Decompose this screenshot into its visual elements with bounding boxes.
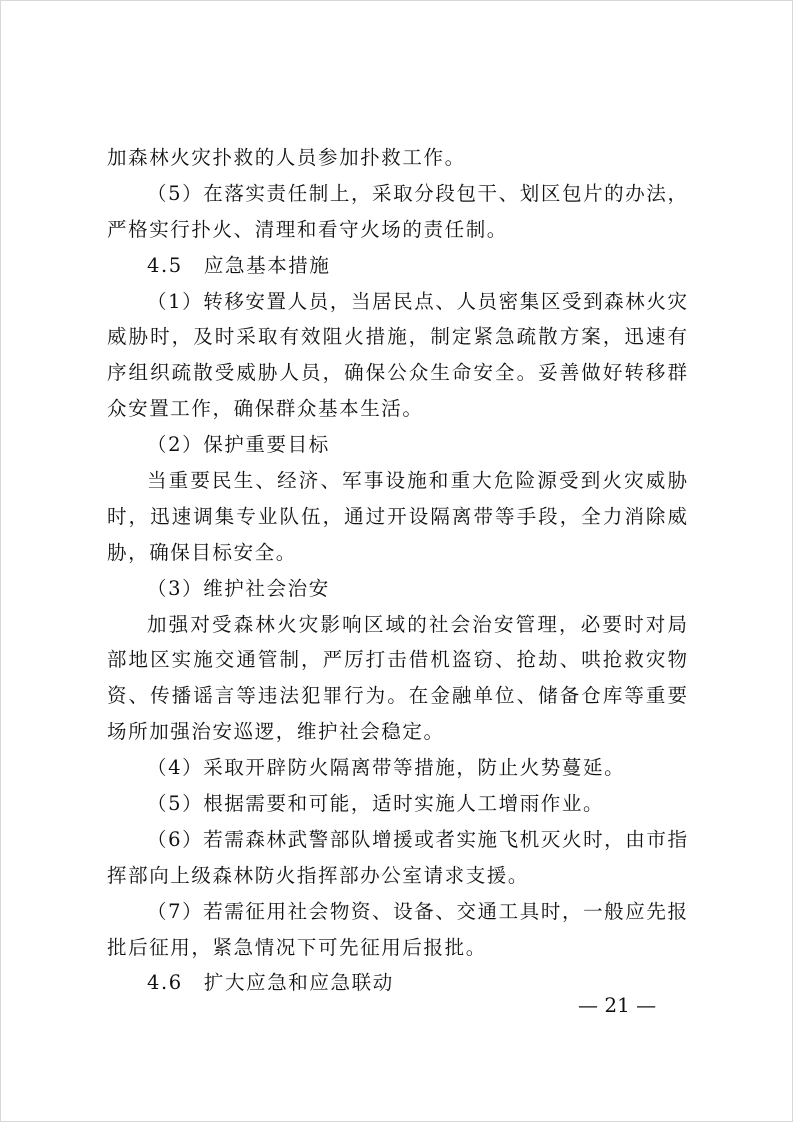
paragraph-line: （5）根据需要和可能，适时实施人工增雨作业。 bbox=[147, 792, 605, 816]
paragraph-line: 挥部向上级森林防火指挥部办公室请求支援。 bbox=[107, 863, 530, 887]
paragraph-line: （5）在落实责任制上，采取分段包干、划区包片的办法， bbox=[147, 181, 687, 205]
paragraph-line: 序组织疏散受威胁人员，确保公众生命安全。妥善做好转移群 bbox=[107, 361, 687, 385]
paragraph-line: 威胁时，及时采取有效阻火措施，制定紧急疏散方案，迅速有 bbox=[107, 325, 687, 349]
paragraph-line: （1）转移安置人员，当居民点、人员密集区受到森林火灾 bbox=[147, 289, 687, 313]
paragraph-line: 严格实行扑火、清理和看守火场的责任制。 bbox=[107, 217, 508, 241]
subheading: （2）保护重要目标 bbox=[147, 433, 330, 457]
paragraph-line: 时，迅速调集专业队伍，通过开设隔离带等手段，全力消除威 bbox=[107, 504, 687, 528]
paragraph-line: 众安置工作，确保群众基本生活。 bbox=[107, 397, 424, 421]
paragraph-line: 加强对受森林火灾影响区域的社会治安管理，必要时对局 bbox=[147, 612, 687, 636]
paragraph-line: （7）若需征用社会物资、设备、交通工具时，一般应先报 bbox=[147, 899, 687, 923]
section-heading: 4.6 扩大应急和应急联动 bbox=[147, 971, 394, 995]
subheading: （3）维护社会治安 bbox=[147, 576, 330, 600]
section-heading: 4.5 应急基本措施 bbox=[147, 253, 331, 277]
paragraph-line: 批后征用，紧急情况下可先征用后报批。 bbox=[107, 935, 487, 959]
paragraph-line: 场所加强治安巡逻，维护社会稳定。 bbox=[107, 720, 445, 744]
paragraph-line: 加森林火灾扑救的人员参加扑救工作。 bbox=[107, 146, 466, 169]
paragraph-line: 胁，确保目标安全。 bbox=[107, 540, 297, 564]
paragraph-line: 资、传播谣言等违法犯罪行为。在金融单位、储备仓库等重要 bbox=[107, 684, 687, 708]
paragraph-line: （6）若需森林武警部队增援或者实施飞机灭火时，由市指 bbox=[147, 827, 687, 851]
paragraph-line: 部地区实施交通管制，严厉打击借机盗窃、抢劫、哄抢救灾物 bbox=[107, 648, 687, 672]
paragraph-line: 当重要民生、经济、军事设施和重大危险源受到火灾威胁 bbox=[147, 469, 687, 493]
page-number: — 21 — bbox=[578, 993, 657, 1017]
paragraph-line: （4）采取开辟防火隔离带等措施，防止火势蔓延。 bbox=[147, 756, 626, 780]
document-body bbox=[107, 140, 687, 1001]
